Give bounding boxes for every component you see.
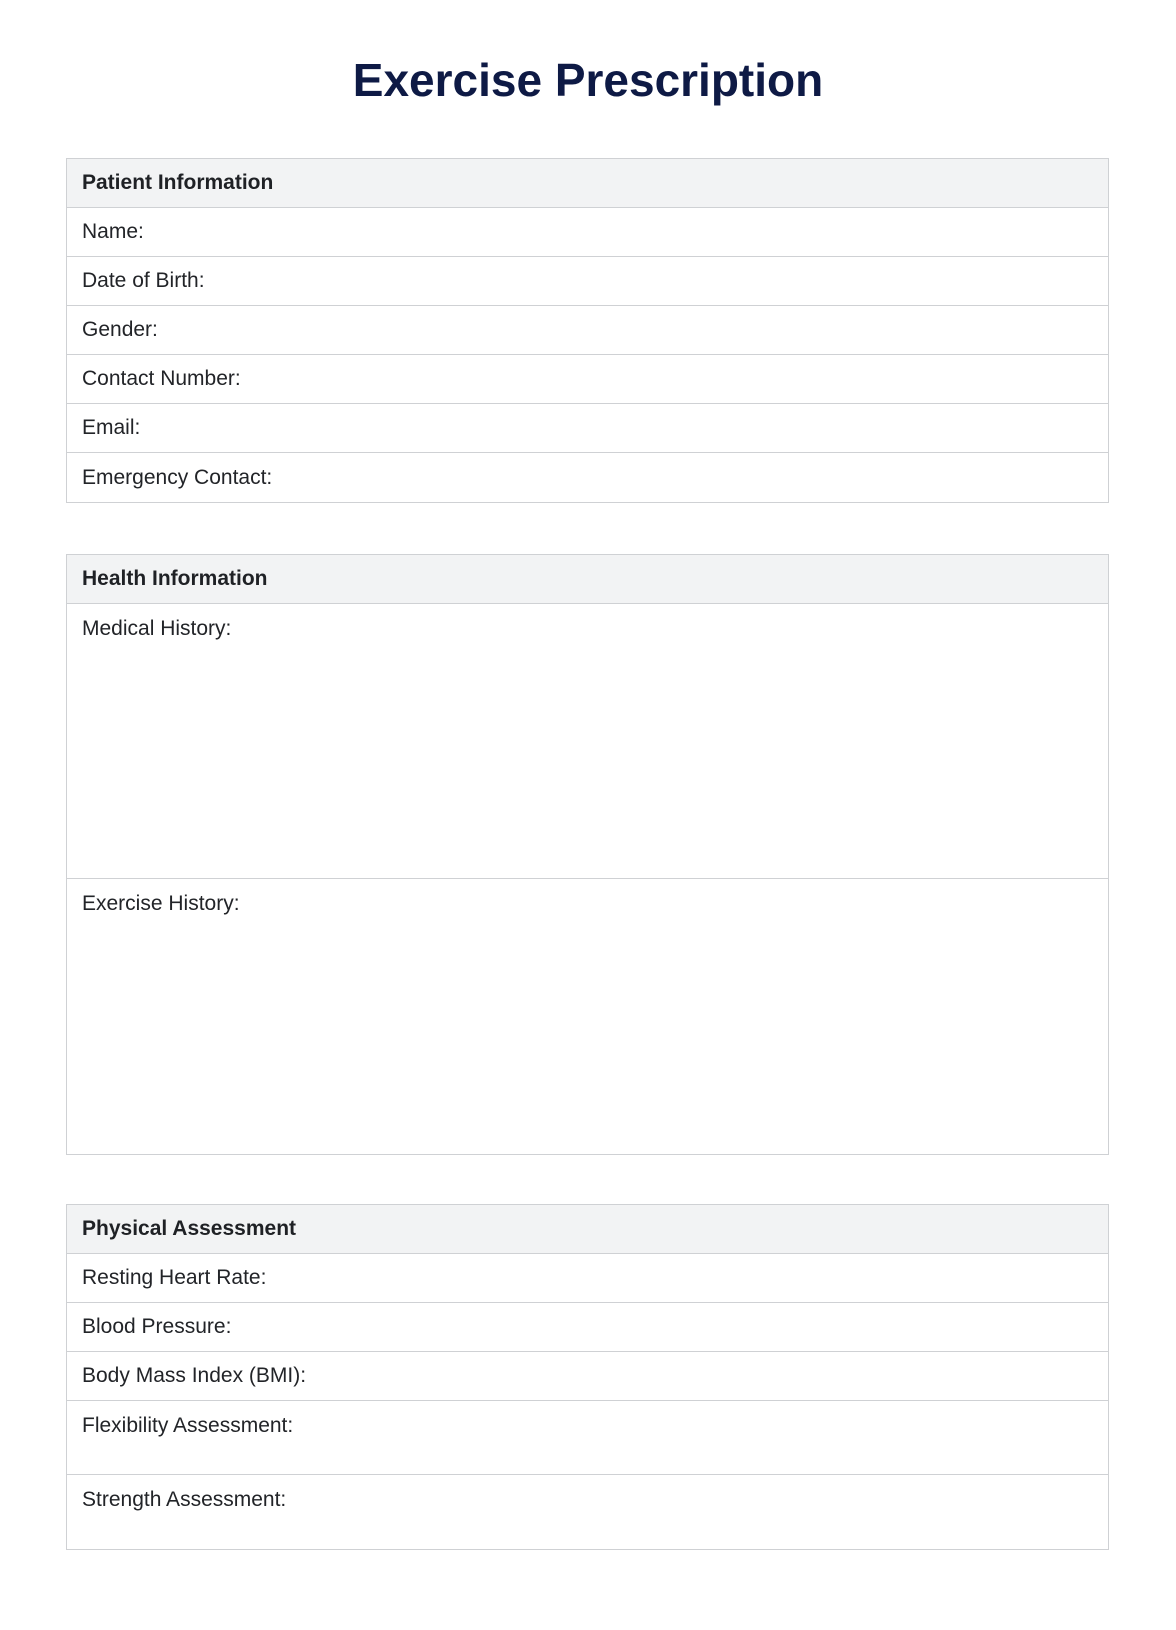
section-heading-patient-information: Patient Information xyxy=(67,159,1108,208)
physical-assessment-section xyxy=(66,1204,1109,1550)
section-heading-physical-assessment: Physical Assessment xyxy=(67,1205,1108,1254)
date-of-birth-field[interactable]: Date of Birth: xyxy=(67,257,1108,306)
flexibility-assessment-field[interactable]: Flexibility Assessment: xyxy=(67,1401,1108,1475)
emergency-contact-field[interactable]: Emergency Contact: xyxy=(82,465,273,489)
name-field[interactable]: Name: xyxy=(67,208,1108,257)
gender-field[interactable]: Gender: xyxy=(67,306,1108,355)
page-title: Exercise Prescription xyxy=(352,54,824,106)
bmi-field[interactable]: Body Mass Index (BMI): xyxy=(67,1352,1108,1401)
patient-information-section xyxy=(66,158,1109,503)
contact-number-field[interactable]: Contact Number: xyxy=(67,355,1108,404)
section-heading-health-information: Health Information xyxy=(67,555,1108,604)
medical-history-field[interactable]: Medical History: xyxy=(67,604,1108,879)
strength-assessment-field[interactable]: Strength Assessment: xyxy=(82,1488,287,1511)
exercise-history-field[interactable]: Exercise History: xyxy=(82,892,240,915)
resting-heart-rate-field[interactable]: Resting Heart Rate: xyxy=(67,1254,1108,1303)
email-field[interactable]: Email: xyxy=(67,404,1108,453)
blood-pressure-field[interactable]: Blood Pressure: xyxy=(67,1303,1108,1352)
health-information-section xyxy=(66,554,1109,1155)
